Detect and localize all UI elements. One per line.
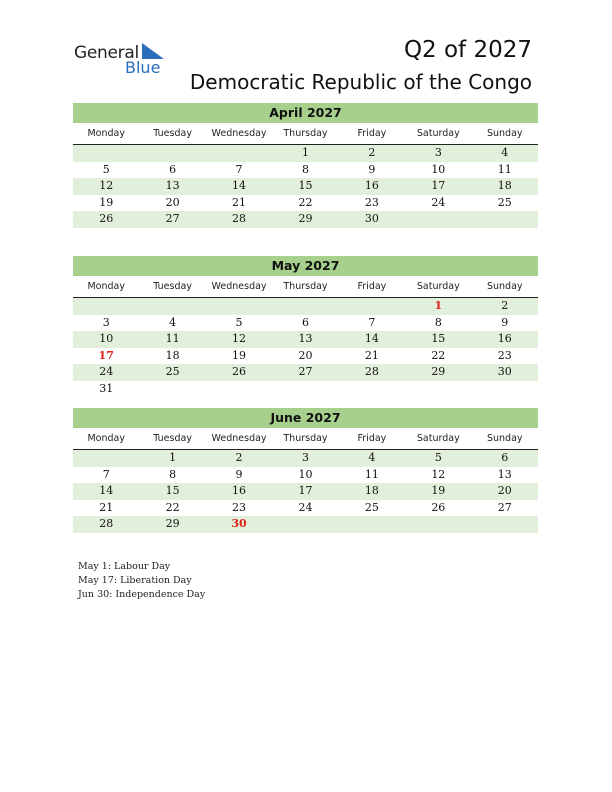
empty-day-cell	[272, 381, 338, 398]
day-cell: 19	[99, 195, 114, 209]
day-cell: 15	[298, 179, 313, 192]
weekday-label: Friday	[357, 433, 387, 444]
weekday-label: Thursday	[283, 281, 328, 292]
empty-day-cell	[206, 145, 272, 162]
day-cell: 17	[431, 179, 446, 192]
day-cell: 25	[165, 365, 180, 378]
day-cell: 28	[364, 365, 379, 378]
weekday-label: Wednesday	[211, 281, 267, 292]
month-calendar	[73, 408, 538, 533]
day-cell: 12	[232, 332, 247, 345]
weekday-label: Sunday	[486, 433, 523, 444]
day-cell: 14	[99, 484, 114, 497]
weekday-label: Monday	[87, 433, 125, 444]
weekday-label: Tuesday	[153, 128, 192, 139]
day-cell: 24	[298, 500, 313, 514]
day-cell: 22	[298, 195, 313, 209]
day-cell: 26	[99, 212, 114, 225]
empty-day-cell	[139, 381, 205, 398]
empty-day-cell	[73, 298, 139, 315]
day-cell: 24	[431, 195, 446, 209]
empty-day-cell	[339, 298, 405, 315]
empty-day-cell	[405, 516, 471, 533]
day-cell: 15	[431, 332, 446, 345]
day-cell: 13	[165, 179, 180, 192]
weekday-label: Tuesday	[153, 281, 192, 292]
day-cell: 11	[364, 467, 379, 481]
page-title: Q2 of 2027	[403, 37, 532, 63]
day-cell: 10	[298, 467, 313, 481]
day-cell: 25	[364, 500, 379, 514]
day-cell: 8	[169, 467, 177, 481]
day-cell: 29	[298, 212, 313, 225]
week-row	[73, 178, 538, 195]
holiday-note: Jun 30: Independence Day	[78, 589, 206, 600]
day-cell: 11	[497, 162, 512, 176]
day-cell: 5	[235, 315, 243, 329]
day-cell: 16	[497, 332, 512, 345]
logo-general-text: General	[74, 43, 139, 63]
weekday-label: Tuesday	[153, 433, 192, 444]
weekday-label: Saturday	[416, 433, 460, 444]
day-cell: 8	[301, 162, 309, 176]
day-cell: 7	[102, 467, 110, 481]
week-row	[73, 195, 538, 212]
day-cell: 17	[98, 348, 114, 362]
day-cell: 22	[431, 348, 446, 362]
logo-blue-text: Blue	[125, 58, 161, 77]
day-cell: 21	[364, 348, 379, 362]
week-row	[73, 315, 538, 332]
empty-day-cell	[472, 381, 538, 398]
country-name: Democratic Republic of the Congo	[189, 70, 532, 94]
day-cell: 28	[99, 517, 114, 530]
empty-day-cell	[339, 381, 405, 398]
week-row	[73, 298, 538, 315]
day-cell: 9	[368, 162, 376, 176]
day-cell: 18	[497, 179, 512, 192]
day-cell: 9	[235, 467, 243, 481]
week-row	[73, 500, 538, 517]
day-cell: 22	[165, 500, 180, 514]
empty-day-cell	[272, 516, 338, 533]
day-cell: 3	[102, 315, 110, 329]
day-cell: 2	[368, 146, 376, 159]
logo-triangle-icon	[142, 43, 164, 59]
day-cell: 20	[165, 195, 180, 209]
day-cell: 29	[165, 517, 180, 530]
day-cell: 27	[497, 500, 512, 514]
empty-day-cell	[73, 450, 139, 467]
weekday-header-row	[73, 125, 538, 145]
weekday-label: Saturday	[416, 128, 460, 139]
day-cell: 14	[364, 332, 379, 345]
week-row	[73, 364, 538, 381]
empty-day-cell	[472, 211, 538, 228]
day-cell: 4	[368, 451, 376, 464]
week-row	[73, 331, 538, 348]
day-cell: 5	[102, 162, 110, 176]
day-cell: 26	[431, 500, 446, 514]
weekday-label: Sunday	[486, 281, 523, 292]
weekday-label: Monday	[87, 281, 125, 292]
day-cell: 6	[301, 315, 309, 329]
day-cell: 3	[434, 146, 442, 159]
month-calendar	[73, 103, 538, 228]
day-cell: 30	[231, 517, 247, 530]
weekday-label: Wednesday	[211, 128, 267, 139]
empty-day-cell	[405, 211, 471, 228]
empty-day-cell	[206, 298, 272, 315]
empty-day-cell	[472, 516, 538, 533]
day-cell: 15	[165, 484, 180, 497]
week-row	[73, 348, 538, 365]
day-cell: 20	[497, 484, 512, 497]
weekday-label: Sunday	[486, 128, 523, 139]
day-cell: 30	[497, 365, 512, 378]
day-cell: 30	[364, 212, 379, 225]
empty-day-cell	[405, 381, 471, 398]
day-cell: 2	[235, 451, 243, 464]
day-cell: 12	[431, 467, 446, 481]
weekday-label: Friday	[357, 281, 387, 292]
day-cell: 6	[169, 162, 177, 176]
day-cell: 12	[99, 179, 114, 192]
day-cell: 24	[99, 365, 114, 378]
day-cell: 29	[431, 365, 446, 378]
day-cell: 1	[169, 451, 177, 464]
week-row	[73, 381, 538, 398]
day-cell: 18	[364, 484, 379, 497]
day-cell: 10	[99, 332, 114, 345]
day-cell: 16	[232, 484, 247, 497]
month-title: May 2027	[73, 256, 538, 276]
day-cell: 7	[235, 162, 243, 176]
day-cell: 6	[501, 451, 509, 464]
day-cell: 23	[232, 500, 247, 514]
week-row	[73, 145, 538, 162]
day-cell: 7	[368, 315, 376, 329]
empty-day-cell	[339, 516, 405, 533]
day-cell: 26	[232, 365, 247, 378]
day-cell: 1	[301, 146, 309, 159]
day-cell: 21	[99, 500, 114, 514]
day-cell: 13	[497, 467, 512, 481]
month-title: April 2027	[73, 103, 538, 123]
empty-day-cell	[73, 145, 139, 162]
day-cell: 19	[431, 484, 446, 497]
week-row	[73, 211, 538, 228]
day-cell: 5	[434, 451, 442, 464]
day-cell: 23	[497, 348, 512, 362]
day-cell: 2	[501, 299, 509, 312]
holiday-notes	[78, 560, 205, 602]
weekday-label: Thursday	[283, 433, 328, 444]
day-cell: 14	[232, 179, 247, 192]
day-cell: 18	[165, 348, 180, 362]
day-cell: 21	[232, 195, 247, 209]
day-cell: 3	[301, 451, 309, 464]
weekday-header-row	[73, 430, 538, 450]
holiday-note: May 1: Labour Day	[78, 561, 171, 572]
day-cell: 8	[434, 315, 442, 329]
week-row	[73, 483, 538, 500]
day-cell: 27	[298, 365, 313, 378]
week-row	[73, 162, 538, 179]
day-cell: 20	[298, 348, 313, 362]
holiday-note: May 17: Liberation Day	[78, 575, 192, 586]
day-cell: 16	[364, 179, 379, 192]
week-row	[73, 450, 538, 467]
day-cell: 10	[431, 162, 446, 176]
weekday-label: Monday	[87, 128, 125, 139]
day-cell: 4	[169, 315, 177, 329]
day-cell: 19	[232, 348, 247, 362]
weekday-label: Thursday	[283, 128, 328, 139]
day-cell: 27	[165, 212, 180, 225]
weekday-label: Wednesday	[211, 433, 267, 444]
month-calendar	[73, 256, 538, 397]
month-title: June 2027	[73, 408, 538, 428]
day-cell: 9	[501, 315, 509, 329]
week-row	[73, 516, 538, 533]
empty-day-cell	[206, 381, 272, 398]
weekday-label: Saturday	[416, 281, 460, 292]
weekday-label: Friday	[357, 128, 387, 139]
brand-logo	[74, 40, 174, 76]
empty-day-cell	[139, 145, 205, 162]
day-cell: 31	[99, 381, 114, 395]
empty-day-cell	[139, 298, 205, 315]
day-cell: 11	[165, 332, 180, 345]
day-cell: 4	[501, 146, 509, 159]
weekday-header-row	[73, 278, 538, 298]
day-cell: 28	[232, 212, 247, 225]
day-cell: 1	[434, 299, 443, 312]
day-cell: 17	[298, 484, 313, 497]
week-row	[73, 467, 538, 484]
day-cell: 23	[364, 195, 379, 209]
day-cell: 13	[298, 332, 313, 345]
day-cell: 25	[497, 195, 512, 209]
empty-day-cell	[272, 298, 338, 315]
